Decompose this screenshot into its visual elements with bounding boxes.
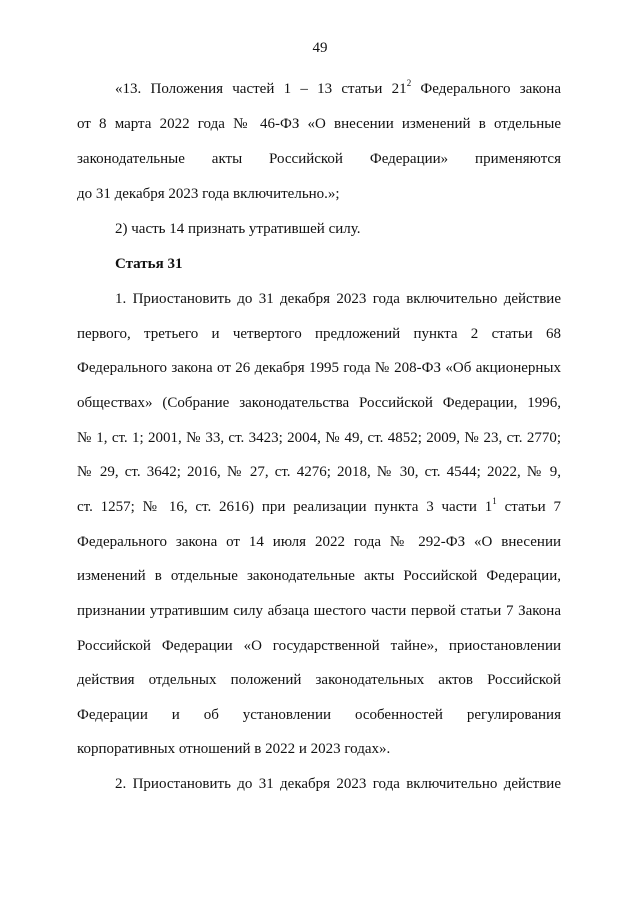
- amendment-line-1-text: «13. Положения частей 1 – 13 статьи 21: [115, 81, 407, 97]
- article-p1-line-6: № 29, ст. 3642; 2016, № 27, ст. 4276; 2018, № 30, ст. 4544; 2022, № 9,: [77, 464, 561, 480]
- article-p1-line-14: корпоративных отношений в 2022 и 2023 годах».: [77, 741, 391, 757]
- article-p1-line-11: Российской Федерации «О государственной тайне», приостановлении: [77, 638, 561, 654]
- article-p1-line-9: изменений в отдельные законодательные акты Российской Федерации,: [77, 568, 561, 584]
- superscript: 1: [492, 496, 497, 506]
- article-p1-line-12: действия отдельных положений законодательных актов Российской: [77, 672, 561, 688]
- amendment-line-3: законодательные акты Российской Федерации» применяются: [77, 151, 561, 167]
- amendment-line-2: от 8 марта 2022 года № 46-ФЗ «О внесении изменений в отдельные: [77, 116, 561, 132]
- page-number: 49: [312, 40, 328, 56]
- article-p1-line-7-text-end: статьи 7: [496, 499, 561, 515]
- article-p1-line-13: Федерации и об установлении особенностей регулирования: [77, 707, 561, 723]
- article-p2-line-1: 2. Приостановить до 31 декабря 2023 года включительно действие: [115, 776, 561, 792]
- article-p1-line-3: Федерального закона от 26 декабря 1995 года № 208-ФЗ «Об акционерных: [77, 360, 561, 376]
- article-p1-line-2: первого, третьего и четвертого предложений пункта 2 статьи 68: [77, 326, 561, 342]
- amendment-line-1-text-end: Федерального закона: [411, 81, 561, 97]
- article-p1-line-8: Федерального закона от 14 июля 2022 года № 292-ФЗ «О внесении: [77, 534, 561, 550]
- article-heading: Статья 31: [115, 256, 183, 272]
- article-p1-line-1: 1. Приостановить до 31 декабря 2023 года включительно действие: [115, 291, 561, 307]
- article-p1-line-7: [77, 497, 561, 517]
- superscript: 2: [406, 78, 412, 88]
- amendment-line-4: до 31 декабря 2023 года включительно.»;: [77, 186, 340, 202]
- article-p1-line-5: № 1, ст. 1; 2001, № 33, ст. 3423; 2004, № 49, ст. 4852; 2009, № 23, ст. 2770;: [77, 430, 561, 446]
- article-p1-line-4: обществах» (Собрание законодательства Российской Федерации, 1996,: [77, 395, 561, 411]
- amendment-line-1: [115, 79, 561, 99]
- article-p1-line-7-text: ст. 1257; № 16, ст. 2616) при реализации пункта 3 части 1: [77, 499, 493, 515]
- item-2: 2) часть 14 признать утратившей силу.: [115, 221, 361, 237]
- article-p1-line-10: признании утратившим силу абзаца шестого части первой статьи 7 Закона: [77, 603, 561, 619]
